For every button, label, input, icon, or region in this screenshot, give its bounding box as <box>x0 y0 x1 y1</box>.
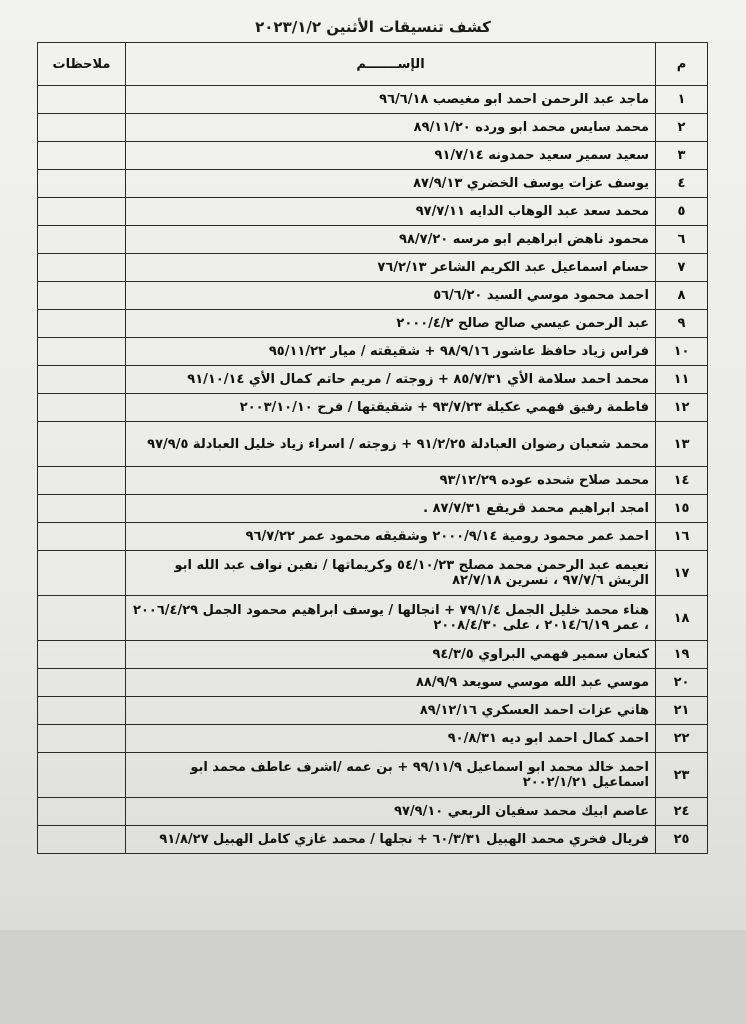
row-notes <box>38 366 126 394</box>
page-title: كشف تنسيقات الأثنين ٢٠٢٣/١/٢ <box>255 18 491 36</box>
row-name: احمد محمود موسي السيد ٥٦/٦/٢٠ <box>126 282 656 310</box>
table-row <box>38 467 708 495</box>
table-row <box>38 422 708 467</box>
header-notes: ملاحظات <box>38 43 126 86</box>
table-row <box>38 254 708 282</box>
row-notes <box>38 198 126 226</box>
page-bottom-shadow <box>0 930 746 1024</box>
row-notes <box>38 254 126 282</box>
table-row <box>38 753 708 798</box>
row-name: كنعان سمير فهمي البراوي ٩٤/٣/٥ <box>126 641 656 669</box>
row-notes <box>38 114 126 142</box>
row-number: ١٦ <box>656 523 708 551</box>
row-number: ٨ <box>656 282 708 310</box>
row-notes <box>38 495 126 523</box>
table-header-row <box>38 43 708 86</box>
row-notes <box>38 170 126 198</box>
row-notes <box>38 725 126 753</box>
row-number: ٣ <box>656 142 708 170</box>
table-row <box>38 551 708 596</box>
row-notes <box>38 142 126 170</box>
row-number: ٢٠ <box>656 669 708 697</box>
table-body <box>38 86 708 854</box>
table-row <box>38 170 708 198</box>
row-name: محمد شعبان رضوان العبادلة ٩١/٢/٢٥ + زوجته / اسراء زياد خليل العبادلة ٩٧/٩/٥ <box>126 422 656 467</box>
table-row <box>38 226 708 254</box>
table-row <box>38 669 708 697</box>
row-notes <box>38 641 126 669</box>
row-number: ٢٤ <box>656 798 708 826</box>
row-notes <box>38 86 126 114</box>
names-table <box>37 42 708 854</box>
row-notes <box>38 596 126 641</box>
row-name: محمد سايس محمد ابو ورده ٨٩/١١/٢٠ <box>126 114 656 142</box>
table-row <box>38 114 708 142</box>
row-name: فريال فخري محمد الهبيل ٦٠/٣/٣١ + نجلها / محمد غازي كامل الهبيل ٩١/٨/٢٧ <box>126 826 656 854</box>
table-row <box>38 826 708 854</box>
table-row <box>38 596 708 641</box>
table-row <box>38 641 708 669</box>
row-name: ماجد عبد الرحمن احمد ابو مغيصب ٩٦/٦/١٨ <box>126 86 656 114</box>
row-number: ٢ <box>656 114 708 142</box>
table-row <box>38 394 708 422</box>
row-number: ٤ <box>656 170 708 198</box>
row-number: ٢٥ <box>656 826 708 854</box>
table-row <box>38 282 708 310</box>
row-name: محمد سعد عبد الوهاب الدايه ٩٧/٧/١١ <box>126 198 656 226</box>
table-row <box>38 142 708 170</box>
row-number: ٢٢ <box>656 725 708 753</box>
row-notes <box>38 697 126 725</box>
row-name: سعيد سمير سعيد حمدونه ٩١/٧/١٤ <box>126 142 656 170</box>
row-number: ١ <box>656 86 708 114</box>
row-name: فراس زياد حافظ عاشور ٩٨/٩/١٦ + شقيقته / ميار ٩٥/١١/٢٢ <box>126 338 656 366</box>
row-name: هناء محمد خليل الجمل ٧٩/١/٤ + انجالها / يوسف ابراهيم محمود الجمل ٢٠٠٦/٤/٢٩ ، عمر ٢٠١٤/٦/١٩ ، على ٢٠٠٨/٤/٣٠ <box>126 596 656 641</box>
row-number: ٢٣ <box>656 753 708 798</box>
row-number: ٥ <box>656 198 708 226</box>
row-number: ١٩ <box>656 641 708 669</box>
row-number: ٢١ <box>656 697 708 725</box>
row-number: ٩ <box>656 310 708 338</box>
table-row <box>38 798 708 826</box>
row-number: ١٥ <box>656 495 708 523</box>
row-notes <box>38 394 126 422</box>
row-notes <box>38 798 126 826</box>
row-name: حسام اسماعيل عبد الكريم الشاعر ٧٦/٢/١٣ <box>126 254 656 282</box>
row-number: ١١ <box>656 366 708 394</box>
table-row <box>38 338 708 366</box>
row-notes <box>38 551 126 596</box>
row-name: نعيمه عبد الرحمن محمد مصلح ٥٤/١٠/٢٣ وكريماتها / نفين نواف عبد الله ابو الريش ٩٧/٧/٦ ، نسرين ٨٢/٧/١٨ <box>126 551 656 596</box>
row-number: ١٨ <box>656 596 708 641</box>
table-row <box>38 310 708 338</box>
row-name: عبد الرحمن عيسي صالح صالح ٢٠٠٠/٤/٢ <box>126 310 656 338</box>
table-row <box>38 86 708 114</box>
row-notes <box>38 422 126 467</box>
table-row <box>38 725 708 753</box>
row-name: امجد ابراهيم محمد قريقع ٨٧/٧/٣١ . <box>126 495 656 523</box>
row-name: محمد صلاح شحده عوده ٩٣/١٢/٢٩ <box>126 467 656 495</box>
row-name: هاني عزات احمد العسكري ٨٩/١٢/١٦ <box>126 697 656 725</box>
row-number: ١٠ <box>656 338 708 366</box>
row-number: ١٤ <box>656 467 708 495</box>
row-name: احمد كمال احمد ابو ديه ٩٠/٨/٣١ <box>126 725 656 753</box>
row-number: ١٢ <box>656 394 708 422</box>
row-notes <box>38 669 126 697</box>
row-notes <box>38 523 126 551</box>
table-row <box>38 198 708 226</box>
row-notes <box>38 338 126 366</box>
row-name: محمد احمد سلامة الأي ٨٥/٧/٣١ + زوجته / مريم حاتم كمال الأي ٩١/١٠/١٤ <box>126 366 656 394</box>
table-row <box>38 523 708 551</box>
header-number: م <box>656 43 708 86</box>
row-number: ٦ <box>656 226 708 254</box>
row-name: محمود ناهض ابراهيم ابو مرسه ٩٨/٧/٢٠ <box>126 226 656 254</box>
row-notes <box>38 310 126 338</box>
row-number: ١٣ <box>656 422 708 467</box>
row-name: يوسف عزات يوسف الخضري ٨٧/٩/١٣ <box>126 170 656 198</box>
table-row <box>38 495 708 523</box>
table-row <box>38 697 708 725</box>
row-name: فاطمة رفيق فهمي عكيلة ٩٣/٧/٢٣ + شقيقتها / فرح ٢٠٠٣/١٠/١٠ <box>126 394 656 422</box>
row-notes <box>38 826 126 854</box>
row-number: ١٧ <box>656 551 708 596</box>
row-name: موسي عبد الله موسي سويعد ٨٨/٩/٩ <box>126 669 656 697</box>
row-notes <box>38 753 126 798</box>
row-name: احمد خالد محمد ابو اسماعيل ٩٩/١١/٩ + بن عمه /اشرف عاطف محمد ابو اسماعيل ٢٠٠٢/١/٢١ <box>126 753 656 798</box>
row-notes <box>38 282 126 310</box>
row-notes <box>38 467 126 495</box>
table-row <box>38 366 708 394</box>
header-name: الإســـــــم <box>126 43 656 86</box>
row-name: عاصم ابيك محمد سفيان الربعي ٩٧/٩/١٠ <box>126 798 656 826</box>
row-name: احمد عمر محمود رومية ٢٠٠٠/٩/١٤ وشقيقه محمود عمر ٩٦/٧/٢٢ <box>126 523 656 551</box>
row-number: ٧ <box>656 254 708 282</box>
row-notes <box>38 226 126 254</box>
